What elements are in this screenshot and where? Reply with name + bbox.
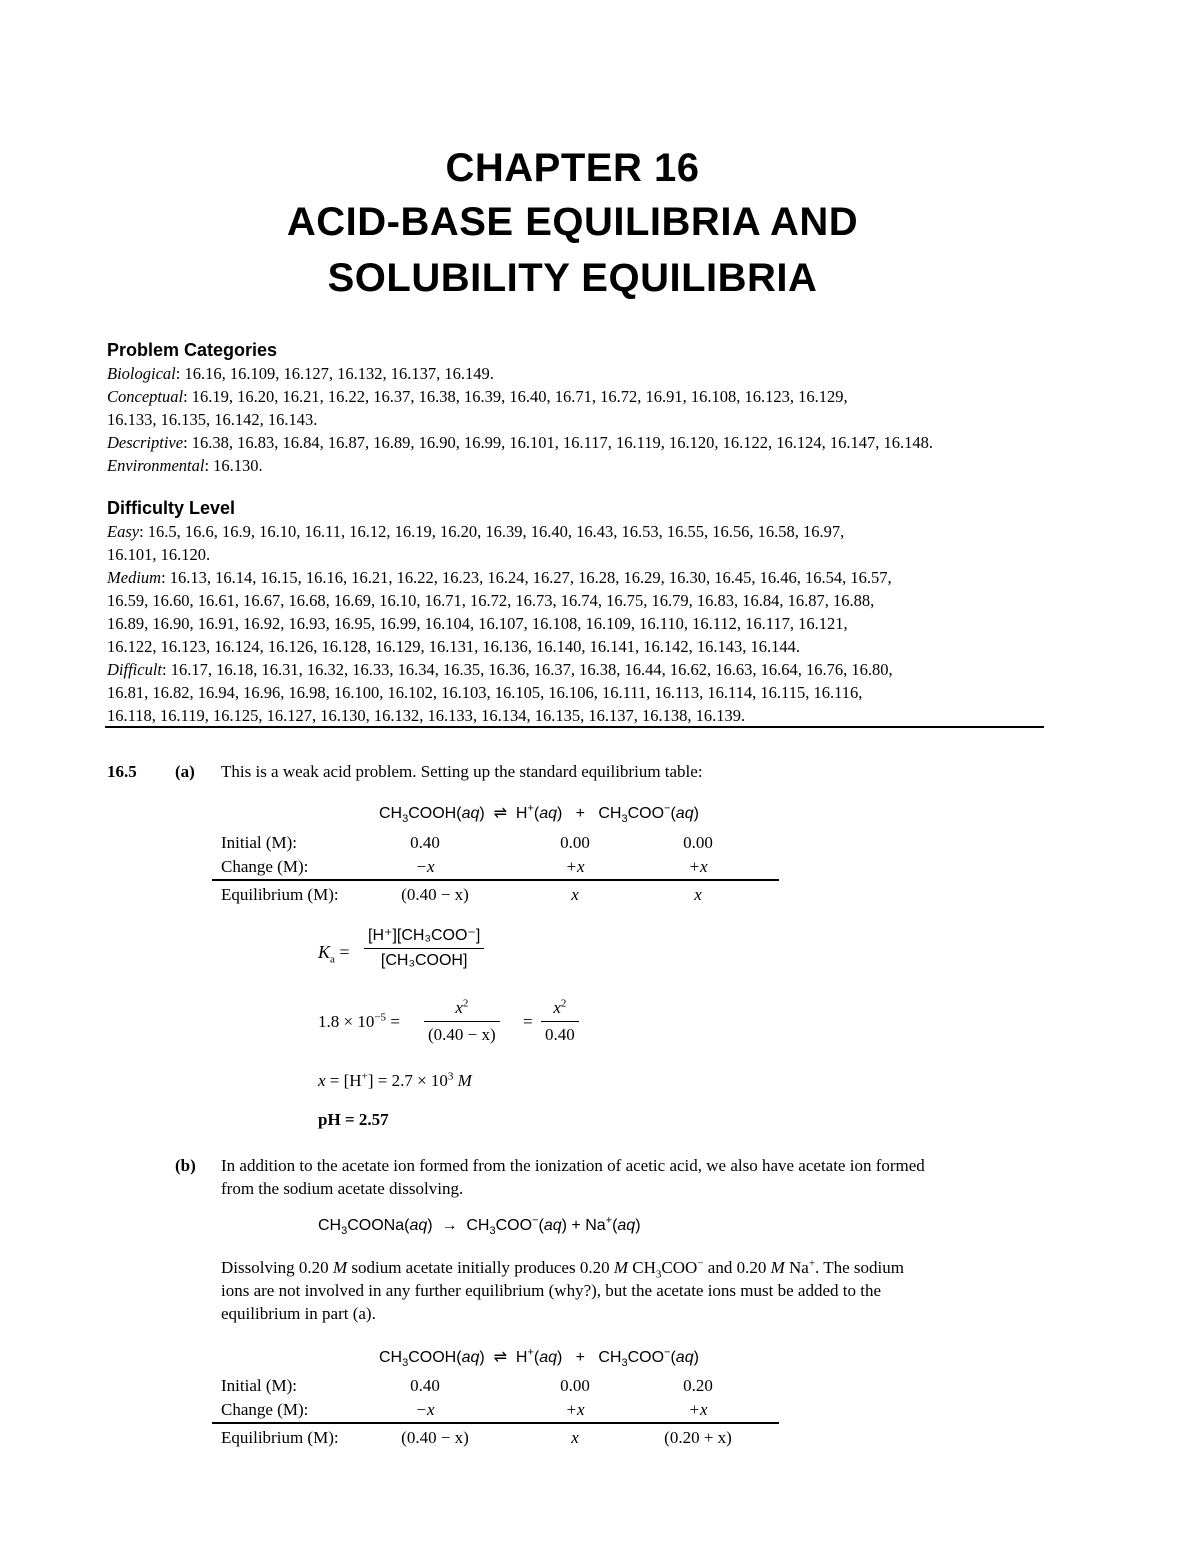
problem-categories-heading: Problem Categories: [107, 340, 278, 360]
part-a-label: (a): [175, 762, 195, 781]
category-conceptual-cont: 16.133, 16.135, 16.142, 16.143.: [107, 410, 318, 429]
difficulty-difficult: Difficult: 16.17, 16.18, 16.31, 16.32, 16.33, 16.34, 16.35, 16.36, 16.37, 16.38, 16.44, 16.62, 16.63, 16.64, 16.76, 16.80,: [107, 660, 893, 679]
table-a-cell: +x: [565, 857, 585, 876]
x-equals-h: $x = [H^+] = 2.7 \times 10^3$ M: [318, 1070, 472, 1090]
fraction-1-denominator: (0.40 − x): [428, 1025, 496, 1045]
part-b-para-3: equilibrium in part (a).: [221, 1304, 376, 1323]
part-a-text: This is a weak acid problem. Setting up the standard equilibrium table:: [221, 762, 703, 781]
difficulty-level-heading: Difficulty Level: [107, 498, 236, 518]
table-b-cell: 0.00: [560, 1376, 590, 1395]
table-a-cell: x: [571, 885, 579, 904]
table-a-cell: (0.40 − x): [401, 885, 469, 904]
section-divider: [105, 726, 1044, 728]
table-b-cell: 0.20: [683, 1376, 713, 1395]
problem-number: 16.5: [107, 762, 137, 781]
ka-value: $1.8 \times 10^{-5}$ =: [318, 1011, 400, 1031]
table-a-cell: 0.40: [410, 833, 440, 852]
ph-result: pH = 2.57: [318, 1110, 389, 1129]
table-a-rule: [212, 879, 779, 881]
table-b-cell: (0.40 − x): [401, 1428, 469, 1447]
difficulty-difficult-cont-1: 16.81, 16.82, 16.94, 16.96, 16.98, 16.100, 16.102, 16.103, 16.105, 16.106, 16.111, 16.113, 16.114, 16.115, 16.116,: [107, 683, 863, 702]
reaction-b: $CH_3COOH(aq)$ ⇌ $H^+(aq) + CH_3COO^-(aq)$: [379, 1346, 699, 1370]
fraction-2-denominator: 0.40: [545, 1025, 575, 1045]
fraction-2: $x^2$ 0.40: [541, 998, 579, 1045]
chapter-title-line1: ACID-BASE EQUILIBRIA AND: [286, 200, 859, 244]
table-b-cell: +x: [688, 1400, 708, 1419]
table-b-cell: (0.20 + x): [664, 1428, 732, 1447]
equals-sign: =: [523, 1012, 533, 1031]
reaction-dissolve: $CH_3COONa(aq) \to CH_3COO^-(aq) + Na^+(aq)$: [318, 1214, 641, 1238]
part-b-label: (b): [175, 1156, 196, 1175]
table-b-label-equilibrium: Equilibrium (M):: [221, 1428, 339, 1447]
table-b-label-initial: Initial (M):: [221, 1376, 298, 1395]
chapter-number: CHAPTER 16: [445, 146, 700, 190]
table-b-cell: +x: [565, 1400, 585, 1419]
part-b-para-2: ions are not involved in any further equilibrium (why?), but the acetate ions must be added to the: [221, 1281, 881, 1300]
category-descriptive: Descriptive: 16.38, 16.83, 16.84, 16.87, 16.89, 16.90, 16.99, 16.101, 16.117, 16.119, 16.120, 16.122, 16.124, 16.147, 16.148.: [107, 433, 934, 452]
part-b-text-2: from the sodium acetate dissolving.: [221, 1179, 464, 1198]
table-a-cell: −x: [415, 857, 435, 876]
table-b-cell: x: [571, 1428, 579, 1447]
table-a-label-change: Change (M):: [221, 857, 309, 876]
category-biological: Biological: 16.16, 16.109, 16.127, 16.132, 16.137, 16.149.: [107, 364, 494, 383]
table-a-label-initial: Initial (M):: [221, 833, 298, 852]
difficulty-medium: Medium: 16.13, 16.14, 16.15, 16.16, 16.21, 16.22, 16.23, 16.24, 16.27, 16.28, 16.29, 16.30, 16.45, 16.46, 16.54, 16.57,: [107, 568, 892, 587]
ka-denominator: [CH₃COOH]: [380, 952, 468, 970]
difficulty-medium-cont-1: 16.59, 16.60, 16.61, 16.67, 16.68, 16.69, 16.10, 16.71, 16.72, 16.73, 16.74, 16.75, 16.79, 16.83, 16.84, 16.87, 16.88,: [107, 591, 875, 610]
ka-numerator: [H⁺][CH₃COO⁻]: [368, 927, 481, 944]
reaction-a: $CH_3COOH(aq)$ ⇌ $H^+(aq) + CH_3COO^-(aq)$: [379, 802, 699, 826]
difficulty-easy: Easy: 16.5, 16.6, 16.9, 16.10, 16.11, 16.12, 16.19, 16.20, 16.39, 16.40, 16.43, 16.53, 16.55, 16.56, 16.58, 16.97,: [107, 522, 845, 541]
table-a-cell: 0.00: [683, 833, 713, 852]
table-a-label-equilibrium: Equilibrium (M):: [221, 885, 339, 904]
ka-fraction: [364, 925, 484, 970]
table-a-cell: 0.00: [560, 833, 590, 852]
difficulty-difficult-cont-2: 16.118, 16.119, 16.125, 16.127, 16.130, 16.132, 16.133, 16.134, 16.135, 16.137, 16.138, 16.139.: [107, 706, 746, 725]
table-b-rule: [212, 1422, 779, 1424]
fraction-1: $x^2$ (0.40 − x): [424, 998, 500, 1045]
table-b-cell: 0.40: [410, 1376, 440, 1395]
difficulty-easy-cont: 16.101, 16.120.: [107, 545, 211, 564]
difficulty-medium-cont-2: 16.89, 16.90, 16.91, 16.92, 16.93, 16.95, 16.99, 16.104, 16.107, 16.108, 16.109, 16.110, 16.112, 16.117, 16.121,: [107, 614, 848, 633]
table-a-cell: x: [694, 885, 702, 904]
chapter-title-line2: SOLUBILITY EQUILIBRIA: [327, 256, 818, 300]
table-a-cell: +x: [688, 857, 708, 876]
part-b-text-1: In addition to the acetate ion formed from the ionization of acetic acid, we also have acetate ion formed: [221, 1156, 925, 1175]
difficulty-medium-cont-3: 16.122, 16.123, 16.124, 16.126, 16.128, 16.129, 16.131, 16.136, 16.140, 16.141, 16.142, 16.143, 16.144.: [107, 637, 800, 656]
category-conceptual: Conceptual: 16.19, 16.20, 16.21, 16.22, 16.37, 16.38, 16.39, 16.40, 16.71, 16.72, 16.91, 16.108, 16.123, 16.129,: [107, 387, 848, 406]
ka-symbol: $K_a$ =: [318, 942, 350, 966]
category-environmental: Environmental: 16.130.: [107, 456, 263, 475]
table-b-label-change: Change (M):: [221, 1400, 309, 1419]
part-b-para-1: Dissolving 0.20 M sodium acetate initially produces 0.20 M $CH_3COO^-$ and 0.20 M Na+. The sodium: [221, 1257, 904, 1281]
table-b-cell: −x: [415, 1400, 435, 1419]
